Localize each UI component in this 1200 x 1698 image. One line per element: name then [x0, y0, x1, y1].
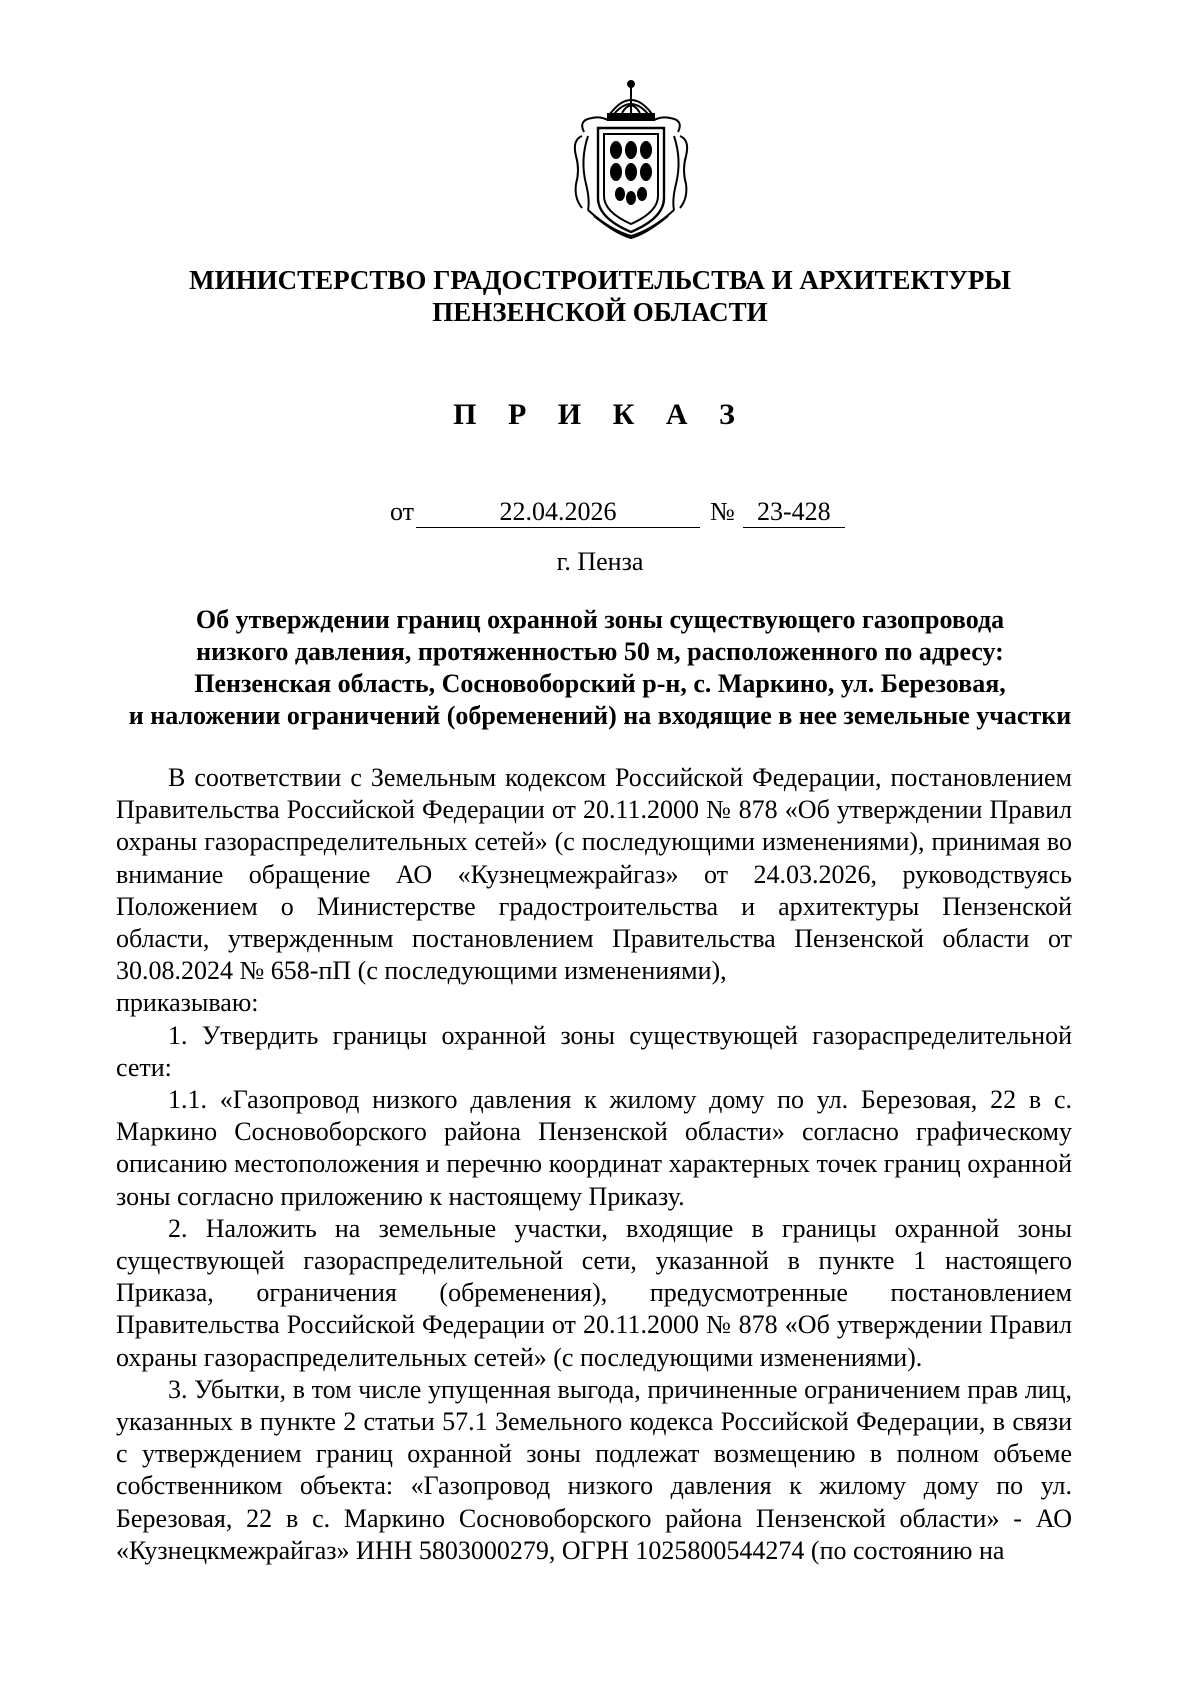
item-3-paragraph: 3. Убытки, в том числе упущенная выгода, причиненные ограничением прав лиц, указанных в пункте 2 статьи 57.1 Земельного кодекса Российской Федерации, в связи с утверждением границ охранной зоны подлежат возмещению в полном объеме собственником объекта: «Газопровод низкого давления к жилому дому по ул. Березовая, 22 в с. Маркино Сосновоборского района Пензенской области» - АО «Кузнецкмежрайгаз» ИНН 5803000279, ОГРН 1025800544274 (по состоянию на: [116, 1374, 1072, 1565]
city-line: г. Пенза: [556, 547, 644, 576]
order-word: приказываю:: [116, 988, 259, 1018]
coat-of-arms-icon: [570, 80, 692, 240]
ministry-line-1: МИНИСТЕРСТВО ГРАДОСТРОИТЕЛЬСТВА И АРХИТЕКТУРЫ: [189, 265, 1011, 295]
subject-heading: [110, 604, 1090, 732]
subject-line-2: низкого давления, протяженностью 50 м, расположенного по адресу:: [196, 637, 1004, 666]
date-number-line: [390, 496, 845, 528]
subject-line-3: Пензенская область, Сосновоборский р-н, с. Маркино, ул. Березовая,: [194, 669, 1006, 698]
subject-line-4: и наложении ограничений (обременений) на входящие в нее земельные участки: [128, 701, 1072, 730]
order-date: 22.04.2026: [416, 497, 700, 528]
document-type-title: П Р И К А З: [453, 398, 747, 431]
preamble-paragraph: В соответствии с Земельным кодексом Российской Федерации, постановлением Правительства Российской Федерации от 20.11.2000 № 878 «Об утверждении Правил охраны газораспределительных сетей» (с последующими изменениями), принимая во внимание обращение АО «Кузнецмежрайгаз» от 24.03.2026, руководствуясь Положением о Министерстве градостроительства и архитектуры Пензенской области, утвержденным постановлением Правительства Пензенской области от 30.08.2024 № 658-пП (с последующими изменениями),: [116, 763, 1072, 986]
ministry-heading: [120, 264, 1080, 328]
item-1-paragraph: 1. Утвердить границы охранной зоны существующей газораспределительной сети:: [116, 1020, 1072, 1082]
document-body: [116, 762, 1072, 1567]
subject-line-1: Об утверждении границ охранной зоны существующего газопровода: [195, 605, 1005, 634]
item-1-1-paragraph: 1.1. «Газопровод низкого давления к жилому дому по ул. Березовая, 22 в с. Маркино Сосновоборского района Пензенской области» согласно графическому описанию местоположения и перечню координат характерных точек границ охранной зоны согласно приложению к настоящему Приказу.: [116, 1085, 1072, 1211]
item-2-paragraph: 2. Наложить на земельные участки, входящие в границы охранной зоны существующей газораспределительной сети, указанной в пункте 1 настоящего Приказа, ограничения (обременения), предусмотренные постановлением Правительства Российской Федерации от 20.11.2000 № 878 «Об утверждении Правил охраны газораспределительных сетей» (с последующими изменениями).: [116, 1213, 1072, 1372]
date-label: от: [390, 497, 415, 526]
ministry-line-2: ПЕНЗЕНСКОЙ ОБЛАСТИ: [432, 297, 768, 327]
number-label: №: [710, 497, 735, 526]
order-number: 23-428: [743, 497, 845, 528]
